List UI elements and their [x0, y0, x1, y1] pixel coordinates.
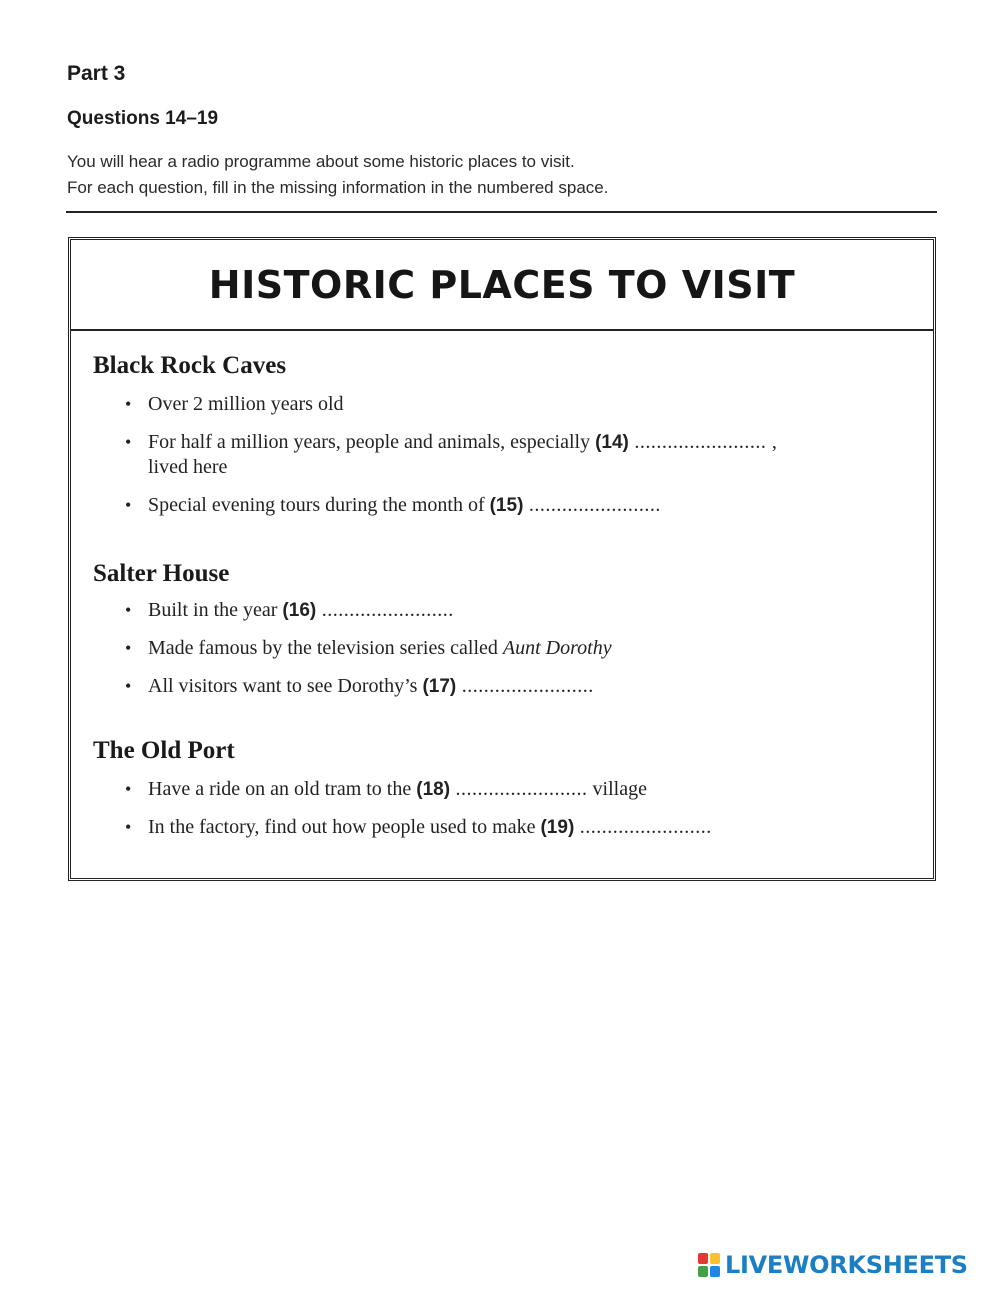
historic-places-box	[68, 237, 936, 881]
item-list	[93, 392, 777, 518]
logo-mark-icon	[698, 1253, 720, 1277]
question-number-18: (18)	[416, 779, 451, 800]
box-header	[71, 240, 933, 331]
list-item	[93, 777, 712, 802]
answer-blank-15[interactable]: ........................	[523, 494, 661, 516]
instruction-line-2: For each question, fill in the missing information in the numbered space.	[67, 178, 609, 197]
item-text: All visitors want to see Dorothy’s	[148, 675, 423, 697]
list-item	[93, 598, 612, 623]
list-item	[93, 636, 612, 661]
section-the-old-port	[93, 737, 712, 840]
list-item	[93, 674, 612, 699]
item-text: Special evening tours during the month of	[148, 494, 490, 516]
answer-blank-19[interactable]: ........................	[574, 816, 712, 838]
item-text-continued: lived here	[148, 456, 228, 478]
item-text: Over 2 million years old	[148, 393, 344, 415]
item-list	[93, 777, 712, 840]
box-title: HISTORIC PLACES TO VISIT	[208, 262, 796, 307]
answer-blank-14[interactable]: ........................ ,	[628, 431, 778, 453]
section-title: Black Rock Caves	[93, 352, 287, 379]
list-item	[93, 815, 712, 840]
question-number-14: (14)	[595, 432, 629, 453]
question-number-17: (17)	[422, 676, 457, 697]
answer-blank-16[interactable]: ........................	[316, 599, 454, 621]
list-item	[93, 392, 777, 417]
item-text: Made famous by the television series called	[148, 637, 503, 659]
item-text-after: village	[587, 778, 647, 800]
liveworksheets-logo[interactable]	[698, 1250, 968, 1280]
part-title: Part 3	[67, 62, 126, 85]
item-text: Have a ride on an old tram to the	[148, 778, 417, 800]
section-title: Salter House	[93, 560, 230, 587]
section-salter-house	[93, 560, 612, 699]
item-list	[93, 598, 612, 699]
section-title: The Old Port	[93, 737, 235, 764]
item-text: In the factory, find out how people used to make	[148, 816, 541, 838]
series-title: Aunt Dorothy	[502, 637, 612, 659]
item-text: For half a million years, people and animals, especially	[148, 431, 596, 453]
logo-square-1	[698, 1253, 708, 1264]
instructions	[67, 149, 608, 201]
logo-text: LIVEWORKSHEETS	[725, 1251, 968, 1279]
logo-square-4	[710, 1266, 720, 1277]
questions-title: Questions 14–19	[67, 108, 219, 129]
section-black-rock-caves	[93, 352, 777, 518]
logo-square-3	[698, 1266, 708, 1277]
logo-square-2	[710, 1253, 720, 1264]
answer-blank-17[interactable]: ........................	[456, 675, 594, 697]
question-number-15: (15)	[489, 495, 524, 516]
question-number-19: (19)	[540, 817, 575, 838]
answer-blank-18[interactable]: ........................	[450, 778, 588, 800]
list-item	[93, 430, 777, 480]
list-item	[93, 493, 777, 518]
item-text: Built in the year	[148, 599, 283, 621]
divider	[66, 211, 937, 213]
instruction-line-1: You will hear a radio programme about some historic places to visit.	[67, 152, 575, 171]
question-number-16: (16)	[282, 600, 317, 621]
